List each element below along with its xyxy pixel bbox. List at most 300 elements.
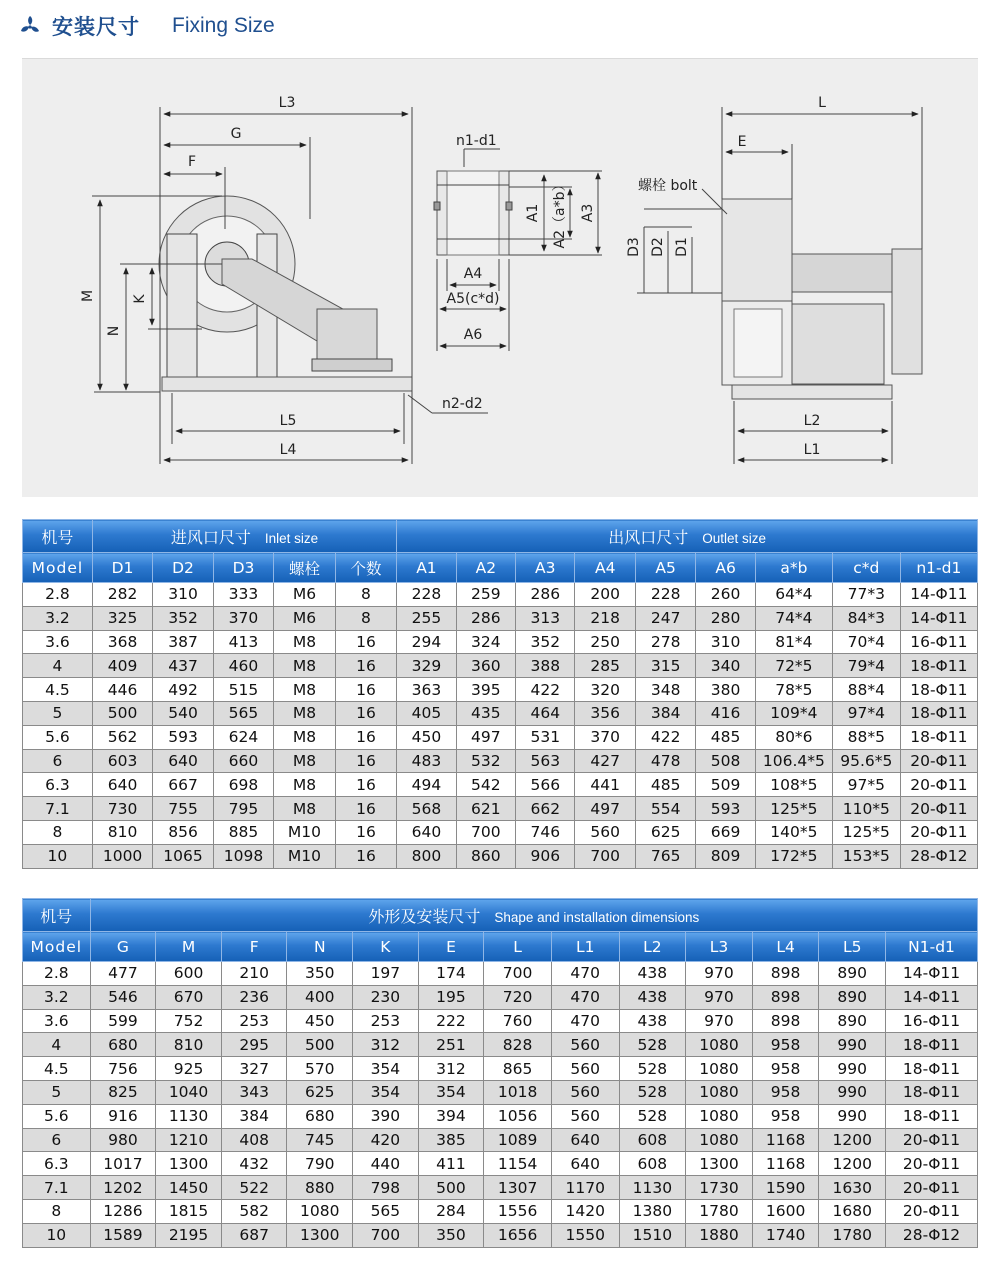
table-cell: 560 bbox=[551, 1057, 619, 1081]
table-cell: 1600 bbox=[752, 1199, 819, 1223]
table-cell: 1880 bbox=[686, 1223, 753, 1247]
table-cell: 640 bbox=[551, 1128, 619, 1152]
table-cell: 197 bbox=[353, 962, 419, 986]
table-cell: 470 bbox=[551, 962, 619, 986]
label-A1: A1 bbox=[525, 203, 541, 223]
table-cell: 720 bbox=[484, 985, 552, 1009]
table-cell: 532 bbox=[456, 749, 515, 773]
table-cell: 582 bbox=[221, 1199, 287, 1223]
table-cell: 509 bbox=[696, 773, 755, 797]
table-cell: 925 bbox=[156, 1057, 222, 1081]
table-cell: 315 bbox=[635, 654, 695, 678]
table-cell: 1780 bbox=[686, 1199, 753, 1223]
table-cell: 795 bbox=[213, 797, 273, 821]
table-cell: 422 bbox=[516, 678, 575, 702]
table-cell: 593 bbox=[153, 725, 213, 749]
table-cell: 890 bbox=[819, 1009, 886, 1033]
table-cell: 250 bbox=[575, 630, 635, 654]
table-cell: 554 bbox=[635, 797, 695, 821]
table-cell: 4.5 bbox=[23, 678, 93, 702]
table-cell: 400 bbox=[287, 985, 353, 1009]
table-cell: 856 bbox=[153, 820, 213, 844]
table-cell: 1000 bbox=[92, 844, 152, 868]
column-header: c*d bbox=[832, 553, 900, 583]
table-cell: 20-Φ11 bbox=[900, 797, 977, 821]
table-cell: M6 bbox=[274, 606, 336, 630]
table-cell: 687 bbox=[221, 1223, 287, 1247]
table-cell: 540 bbox=[153, 701, 213, 725]
table-cell: 970 bbox=[686, 1009, 753, 1033]
table-cell: 88*5 bbox=[832, 725, 900, 749]
table-cell: 885 bbox=[213, 820, 273, 844]
table-cell: M8 bbox=[274, 678, 336, 702]
table-cell: 4 bbox=[23, 1033, 91, 1057]
table-cell: 1065 bbox=[153, 844, 213, 868]
table-cell: 218 bbox=[575, 606, 635, 630]
table-cell: 16 bbox=[335, 820, 397, 844]
table-row bbox=[23, 1104, 978, 1128]
table-cell: 1040 bbox=[156, 1080, 222, 1104]
table-cell: 1680 bbox=[819, 1199, 886, 1223]
table-cell: 395 bbox=[456, 678, 515, 702]
table-cell: 1420 bbox=[551, 1199, 619, 1223]
header-model-cn: 机号 bbox=[23, 520, 93, 553]
table-cell: 1018 bbox=[484, 1080, 552, 1104]
table-cell: 8 bbox=[335, 606, 397, 630]
table-cell: 327 bbox=[221, 1057, 287, 1081]
table-cell: 388 bbox=[516, 654, 575, 678]
table-cell: 333 bbox=[213, 583, 273, 607]
table-cell: 210 bbox=[221, 962, 287, 986]
table-cell: 560 bbox=[575, 820, 635, 844]
table-cell: 278 bbox=[635, 630, 695, 654]
table-cell: 20-Φ11 bbox=[886, 1152, 978, 1176]
table-cell: 16 bbox=[335, 797, 397, 821]
table-cell: 531 bbox=[516, 725, 575, 749]
table-cell: 352 bbox=[153, 606, 213, 630]
table-cell: 497 bbox=[575, 797, 635, 821]
table-row bbox=[23, 725, 978, 749]
table-cell: 625 bbox=[287, 1080, 353, 1104]
table-cell: 1080 bbox=[686, 1057, 753, 1081]
column-header: K bbox=[353, 932, 419, 962]
table-cell: 255 bbox=[397, 606, 456, 630]
table-cell: 1210 bbox=[156, 1128, 222, 1152]
table-cell: 435 bbox=[456, 701, 515, 725]
table-cell: 1089 bbox=[484, 1128, 552, 1152]
table-cell: 340 bbox=[696, 654, 755, 678]
table-row bbox=[23, 1152, 978, 1176]
table-cell: 228 bbox=[635, 583, 695, 607]
label-E: E bbox=[737, 134, 747, 150]
table-cell: 1556 bbox=[484, 1199, 552, 1223]
column-header: A3 bbox=[516, 553, 575, 583]
table-cell: 408 bbox=[221, 1128, 287, 1152]
page-header bbox=[18, 8, 275, 44]
table-cell: 760 bbox=[484, 1009, 552, 1033]
table-cell: 78*5 bbox=[755, 678, 832, 702]
table-cell: 20-Φ11 bbox=[886, 1199, 978, 1223]
table-cell: 295 bbox=[221, 1033, 287, 1057]
label-M: M bbox=[80, 289, 96, 303]
table-cell: 236 bbox=[221, 985, 287, 1009]
page-title-cn: 安装尺寸 bbox=[52, 15, 140, 39]
table-cell: 20-Φ11 bbox=[900, 773, 977, 797]
table-cell: 990 bbox=[819, 1080, 886, 1104]
header-model-cn: 机号 bbox=[23, 899, 91, 932]
table-cell: 1202 bbox=[90, 1176, 156, 1200]
table-cell: 172*5 bbox=[755, 844, 832, 868]
table-cell: 88*4 bbox=[832, 678, 900, 702]
table-row bbox=[23, 797, 978, 821]
table-cell: 800 bbox=[397, 844, 456, 868]
table-cell: 916 bbox=[90, 1104, 156, 1128]
table-cell: 528 bbox=[619, 1104, 686, 1128]
table-cell: 464 bbox=[516, 701, 575, 725]
table-cell: 1300 bbox=[156, 1152, 222, 1176]
table-cell: 70*4 bbox=[832, 630, 900, 654]
table-cell: 16 bbox=[335, 654, 397, 678]
table-cell: 810 bbox=[156, 1033, 222, 1057]
table-cell: 1056 bbox=[484, 1104, 552, 1128]
table-cell: 8 bbox=[335, 583, 397, 607]
table-cell: 828 bbox=[484, 1033, 552, 1057]
table-cell: 5 bbox=[23, 1080, 91, 1104]
table-cell: 222 bbox=[418, 1009, 484, 1033]
table-cell: 1656 bbox=[484, 1223, 552, 1247]
table-cell: 625 bbox=[635, 820, 695, 844]
table-cell: 1630 bbox=[819, 1176, 886, 1200]
column-header: A2 bbox=[456, 553, 515, 583]
label-L1: L1 bbox=[803, 442, 821, 458]
table-cell: 1200 bbox=[819, 1128, 886, 1152]
label-n2-d2: n2-d2 bbox=[442, 396, 483, 412]
table-cell: 354 bbox=[353, 1080, 419, 1104]
table-cell: 2.8 bbox=[23, 962, 91, 986]
table-cell: 16 bbox=[335, 630, 397, 654]
header-inlet-size: 进风口尺寸 Inlet size bbox=[92, 520, 396, 553]
table-cell: 621 bbox=[456, 797, 515, 821]
table-cell: 64*4 bbox=[755, 583, 832, 607]
table-cell: M8 bbox=[274, 725, 336, 749]
drawing-svg bbox=[22, 59, 978, 497]
table-cell: 460 bbox=[213, 654, 273, 678]
table-cell: 84*3 bbox=[832, 606, 900, 630]
table-cell: 970 bbox=[686, 962, 753, 986]
column-header: E bbox=[418, 932, 484, 962]
label-A4: A4 bbox=[463, 266, 483, 282]
table-cell: 640 bbox=[551, 1152, 619, 1176]
table-cell: 477 bbox=[90, 962, 156, 986]
table-cell: 8 bbox=[23, 820, 93, 844]
table-cell: M8 bbox=[274, 797, 336, 821]
table-cell: 16 bbox=[335, 725, 397, 749]
table-row bbox=[23, 820, 978, 844]
table-cell: 1168 bbox=[752, 1152, 819, 1176]
table-cell: 528 bbox=[619, 1057, 686, 1081]
table-row bbox=[23, 630, 978, 654]
column-header: L1 bbox=[551, 932, 619, 962]
table-cell: 700 bbox=[353, 1223, 419, 1247]
table-cell: 325 bbox=[92, 606, 152, 630]
column-header: L bbox=[484, 932, 552, 962]
table-cell: 565 bbox=[213, 701, 273, 725]
table-cell: 1080 bbox=[686, 1104, 753, 1128]
table-cell: 20-Φ11 bbox=[900, 749, 977, 773]
table-cell: 18-Φ11 bbox=[900, 701, 977, 725]
table-row bbox=[23, 583, 978, 607]
table-cell: 384 bbox=[635, 701, 695, 725]
table-cell: 528 bbox=[619, 1080, 686, 1104]
table-cell: 880 bbox=[287, 1176, 353, 1200]
table-row bbox=[23, 701, 978, 725]
table-cell: 387 bbox=[153, 630, 213, 654]
column-header: 个数 bbox=[335, 553, 397, 583]
table-cell: 958 bbox=[752, 1080, 819, 1104]
table-cell: 662 bbox=[516, 797, 575, 821]
table-cell: 500 bbox=[92, 701, 152, 725]
table-cell: 432 bbox=[221, 1152, 287, 1176]
table-cell: 500 bbox=[287, 1033, 353, 1057]
inlet-outlet-size-table bbox=[22, 519, 978, 869]
table-cell: 1380 bbox=[619, 1199, 686, 1223]
table-cell: 890 bbox=[819, 985, 886, 1009]
label-N: N bbox=[106, 325, 122, 337]
table-cell: 2.8 bbox=[23, 583, 93, 607]
table-cell: 765 bbox=[635, 844, 695, 868]
table-cell: 259 bbox=[456, 583, 515, 607]
table-cell: 294 bbox=[397, 630, 456, 654]
column-header: A4 bbox=[575, 553, 635, 583]
table-cell: 599 bbox=[90, 1009, 156, 1033]
label-G: G bbox=[230, 126, 242, 142]
table-row bbox=[23, 844, 978, 868]
table-cell: 313 bbox=[516, 606, 575, 630]
table-row bbox=[23, 654, 978, 678]
table-cell: 608 bbox=[619, 1128, 686, 1152]
table-cell: 450 bbox=[397, 725, 456, 749]
table-cell: 980 bbox=[90, 1128, 156, 1152]
table-cell: 542 bbox=[456, 773, 515, 797]
outlet-flange-view bbox=[434, 171, 512, 255]
table-cell: 1815 bbox=[156, 1199, 222, 1223]
table-cell: 470 bbox=[551, 1009, 619, 1033]
table-cell: 18-Φ11 bbox=[900, 654, 977, 678]
table-cell: 494 bbox=[397, 773, 456, 797]
table-cell: 343 bbox=[221, 1080, 287, 1104]
table-row bbox=[23, 1199, 978, 1223]
table-cell: 1550 bbox=[551, 1223, 619, 1247]
table-cell: 363 bbox=[397, 678, 456, 702]
table-cell: 958 bbox=[752, 1057, 819, 1081]
table-cell: 1080 bbox=[686, 1033, 753, 1057]
table-cell: 28-Φ12 bbox=[900, 844, 977, 868]
table-cell: 3.2 bbox=[23, 606, 93, 630]
table-cell: 660 bbox=[213, 749, 273, 773]
table-cell: 624 bbox=[213, 725, 273, 749]
table-cell: M8 bbox=[274, 701, 336, 725]
table-cell: 700 bbox=[575, 844, 635, 868]
header-shape-dimensions: 外形及安装尺寸 Shape and installation dimensions bbox=[90, 899, 977, 932]
header-outlet-size: 出风口尺寸 Outlet size bbox=[397, 520, 978, 553]
table-cell: 80*6 bbox=[755, 725, 832, 749]
table-cell: 593 bbox=[696, 797, 755, 821]
table-cell: 380 bbox=[696, 678, 755, 702]
table-cell: 7.1 bbox=[23, 1176, 91, 1200]
label-K: K bbox=[132, 294, 148, 304]
table-cell: 990 bbox=[819, 1057, 886, 1081]
table-cell: 360 bbox=[456, 654, 515, 678]
table-cell: 18-Φ11 bbox=[886, 1104, 978, 1128]
table-cell: 4 bbox=[23, 654, 93, 678]
table-cell: 14-Φ11 bbox=[886, 985, 978, 1009]
table-cell: 522 bbox=[221, 1176, 287, 1200]
table-cell: 441 bbox=[575, 773, 635, 797]
table-cell: 6 bbox=[23, 1128, 91, 1152]
table-row bbox=[23, 1009, 978, 1033]
label-L5: L5 bbox=[279, 413, 297, 429]
table-cell: 16-Φ11 bbox=[900, 630, 977, 654]
table-row bbox=[23, 962, 978, 986]
table-cell: 5.6 bbox=[23, 725, 93, 749]
table-cell: 515 bbox=[213, 678, 273, 702]
table-cell: 10 bbox=[23, 844, 93, 868]
table-cell: 251 bbox=[418, 1033, 484, 1057]
table-cell: 670 bbox=[156, 985, 222, 1009]
table-cell: 7.1 bbox=[23, 797, 93, 821]
three-blade-fan-icon bbox=[18, 14, 42, 38]
table-cell: 1200 bbox=[819, 1152, 886, 1176]
column-header: D2 bbox=[153, 553, 213, 583]
table-cell: 16 bbox=[335, 678, 397, 702]
table-cell: 570 bbox=[287, 1057, 353, 1081]
table-cell: 1730 bbox=[686, 1176, 753, 1200]
table-cell: 253 bbox=[353, 1009, 419, 1033]
table-cell: 405 bbox=[397, 701, 456, 725]
table-cell: 350 bbox=[287, 962, 353, 986]
column-header: G bbox=[90, 932, 156, 962]
table-cell: 18-Φ11 bbox=[886, 1057, 978, 1081]
table-cell: 354 bbox=[353, 1057, 419, 1081]
table-cell: 108*5 bbox=[755, 773, 832, 797]
table-cell: 280 bbox=[696, 606, 755, 630]
table-cell: 730 bbox=[92, 797, 152, 821]
table-cell: 81*4 bbox=[755, 630, 832, 654]
table-row bbox=[23, 606, 978, 630]
table-cell: 228 bbox=[397, 583, 456, 607]
table-cell: 810 bbox=[92, 820, 152, 844]
table-cell: 1286 bbox=[90, 1199, 156, 1223]
table-cell: 16 bbox=[335, 844, 397, 868]
table-cell: 1130 bbox=[619, 1176, 686, 1200]
table-row bbox=[23, 1223, 978, 1247]
column-header: F bbox=[221, 932, 287, 962]
table-cell: 528 bbox=[619, 1033, 686, 1057]
table-cell: 28-Φ12 bbox=[886, 1223, 978, 1247]
table-cell: 485 bbox=[635, 773, 695, 797]
side-view-fan bbox=[159, 196, 412, 391]
table-cell: 798 bbox=[353, 1176, 419, 1200]
table-cell: 10 bbox=[23, 1223, 91, 1247]
table-cell: 411 bbox=[418, 1152, 484, 1176]
table-cell: 110*5 bbox=[832, 797, 900, 821]
table-cell: 990 bbox=[819, 1033, 886, 1057]
table-row bbox=[23, 1176, 978, 1200]
table-cell: 669 bbox=[696, 820, 755, 844]
table-cell: 958 bbox=[752, 1033, 819, 1057]
table-cell: 195 bbox=[418, 985, 484, 1009]
table-cell: 667 bbox=[153, 773, 213, 797]
table-cell: 4.5 bbox=[23, 1057, 91, 1081]
table-cell: 106.4*5 bbox=[755, 749, 832, 773]
table-cell: 352 bbox=[516, 630, 575, 654]
table-cell: 18-Φ11 bbox=[900, 725, 977, 749]
table-cell: 320 bbox=[575, 678, 635, 702]
table-cell: 1590 bbox=[752, 1176, 819, 1200]
table-cell: 253 bbox=[221, 1009, 287, 1033]
table-cell: 565 bbox=[353, 1199, 419, 1223]
column-header: L3 bbox=[686, 932, 753, 962]
table-cell: 8 bbox=[23, 1199, 91, 1223]
table-cell: 890 bbox=[819, 962, 886, 986]
table-cell: 825 bbox=[90, 1080, 156, 1104]
table-cell: 18-Φ11 bbox=[886, 1080, 978, 1104]
column-header: N1-d1 bbox=[886, 932, 978, 962]
table-row bbox=[23, 773, 978, 797]
table-cell: 329 bbox=[397, 654, 456, 678]
table-cell: 348 bbox=[635, 678, 695, 702]
column-header: Model bbox=[23, 553, 93, 583]
table-row bbox=[23, 1057, 978, 1081]
column-header: D3 bbox=[213, 553, 273, 583]
table-cell: 370 bbox=[575, 725, 635, 749]
table-cell: 125*5 bbox=[832, 820, 900, 844]
table-cell: 125*5 bbox=[755, 797, 832, 821]
table-cell: 746 bbox=[516, 820, 575, 844]
table-cell: 500 bbox=[418, 1176, 484, 1200]
table-cell: 6.3 bbox=[23, 1152, 91, 1176]
table-cell: 310 bbox=[153, 583, 213, 607]
shape-installation-table bbox=[22, 898, 978, 1248]
table-cell: 5.6 bbox=[23, 1104, 91, 1128]
table-cell: 809 bbox=[696, 844, 755, 868]
table-cell: 562 bbox=[92, 725, 152, 749]
table-cell: M10 bbox=[274, 820, 336, 844]
table-row bbox=[23, 678, 978, 702]
table-cell: 563 bbox=[516, 749, 575, 773]
table-cell: 20-Φ11 bbox=[900, 820, 977, 844]
column-header: L2 bbox=[619, 932, 686, 962]
table-cell: 286 bbox=[516, 583, 575, 607]
table-cell: 260 bbox=[696, 583, 755, 607]
table-cell: 285 bbox=[575, 654, 635, 678]
table-cell: 1080 bbox=[686, 1080, 753, 1104]
table-cell: 752 bbox=[156, 1009, 222, 1033]
table-cell: 2195 bbox=[156, 1223, 222, 1247]
column-header: L5 bbox=[819, 932, 886, 962]
table-cell: 1589 bbox=[90, 1223, 156, 1247]
table-cell: 77*3 bbox=[832, 583, 900, 607]
table-cell: 18-Φ11 bbox=[886, 1033, 978, 1057]
table-cell: 560 bbox=[551, 1080, 619, 1104]
table-cell: 74*4 bbox=[755, 606, 832, 630]
table-cell: M8 bbox=[274, 630, 336, 654]
table-cell: 409 bbox=[92, 654, 152, 678]
table-cell: 3.6 bbox=[23, 1009, 91, 1033]
table-cell: 109*4 bbox=[755, 701, 832, 725]
table-cell: 438 bbox=[619, 1009, 686, 1033]
table-cell: 640 bbox=[153, 749, 213, 773]
